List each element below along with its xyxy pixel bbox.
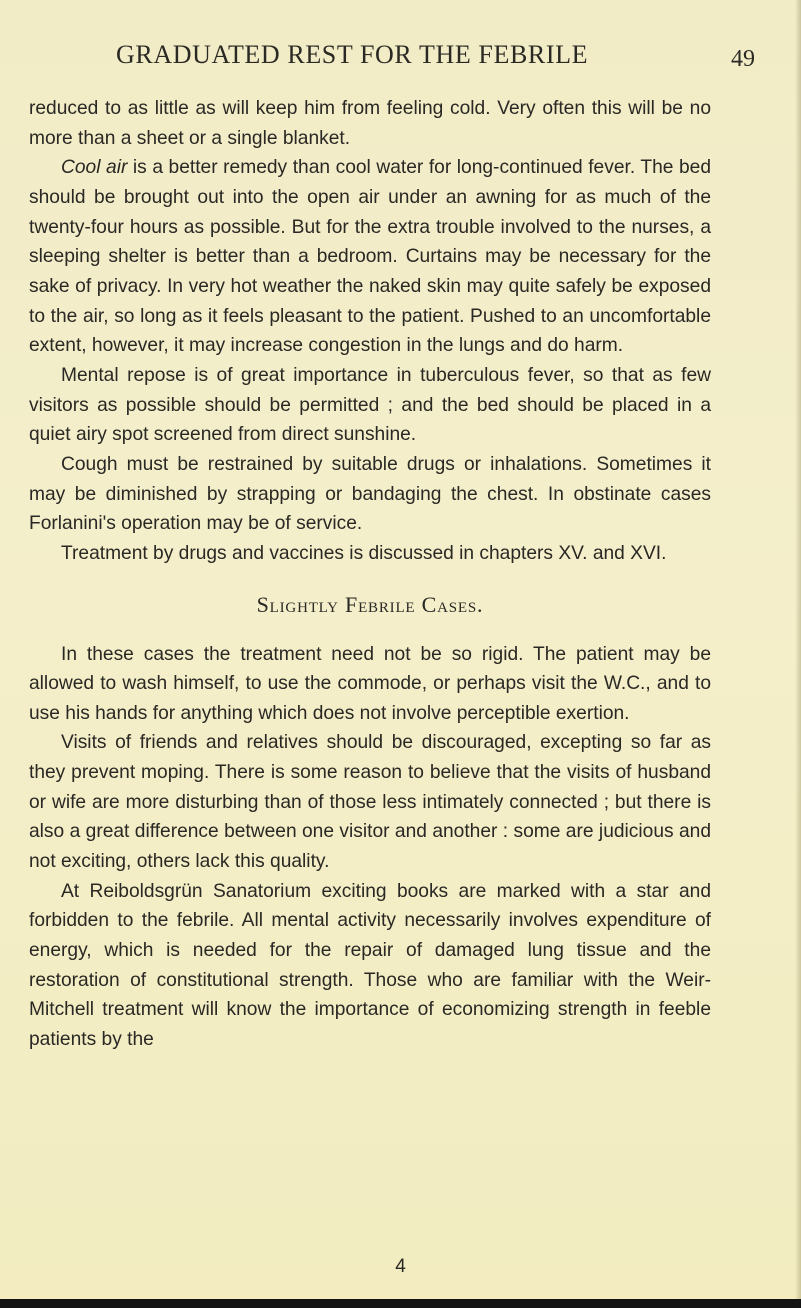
paragraph-slightly-febrile: In these cases the treatment need not be so rigid. The patient may be allowed to wash himself, to use the commode, or perhaps visit the W.C., and to use his hands for anything which does not involve perceptible exertion. bbox=[29, 643, 711, 724]
body-text bbox=[29, 94, 711, 1055]
page-number: 49 bbox=[731, 46, 755, 72]
paragraph-text: is a better remedy than cool water for long-continued fever. The bed should be brought out into the open air under an awning for as much of the twenty-four hours as possible. But for the extra trouble involved to the nurses, a sleeping shelter is better than a bedroom. Curtains may be necessary for the sake of privacy. In very hot weather the naked skin may quite safely be exposed to the air, so long as it feels pleasant to the patient. Pushed to an uncomfortable extent, however, it may increase congestion in the lungs and do harm. bbox=[29, 157, 711, 357]
paragraph-visits: Visits of friends and relatives should be discouraged, excepting so far as they prevent moping. There is some reason to believe that the visits of husband or wife are more disturbing than of those less intimately connected ; but there is also a great difference between one visitor and another : some are judicious and not exciting, others lack this quality. bbox=[29, 732, 711, 873]
paragraph-cool-air bbox=[29, 153, 711, 361]
page-edge-shadow bbox=[795, 0, 801, 1300]
running-head-title: GRADUATED REST FOR THE FEBRILE bbox=[116, 40, 589, 69]
scan-bottom-border bbox=[0, 1299, 801, 1308]
paragraph-continued: reduced to as little as will keep him from feeling cold. Very often this will be no more than a sheet or a single blanket. bbox=[29, 98, 711, 149]
paragraph-reiboldsgrun: At Reiboldsgrün Sanatorium exciting books are marked with a star and forbidden to the febrile. All mental activity necessarily involves expenditure of energy, which is needed for the repair of damaged lung tissue and the restoration of constitutional strength. Those who are familiar with the Weir-Mitchell treatment will know the importance of economizing strength in feeble patients by the bbox=[29, 880, 711, 1051]
paragraph-mental-repose: Mental repose is of great importance in tuberculous fever, so that as few visitors as possible should be permitted ; and the bed should be placed in a quiet airy spot screened from direct sunshine. bbox=[29, 364, 711, 446]
section-heading: Slightly Febrile Cases. bbox=[256, 591, 484, 617]
paragraph-cough: Cough must be restrained by suitable drugs or inhalations. Sometimes it may be diminished by strapping or bandaging the chest. In obstinate cases Forlanini's operation may be of service. bbox=[29, 453, 711, 535]
signature-mark: 4 bbox=[395, 1256, 406, 1277]
paragraph-treatment: Treatment by drugs and vaccines is discussed in chapters XV. and XVI. bbox=[61, 542, 667, 564]
italic-term: Cool air bbox=[61, 157, 128, 179]
